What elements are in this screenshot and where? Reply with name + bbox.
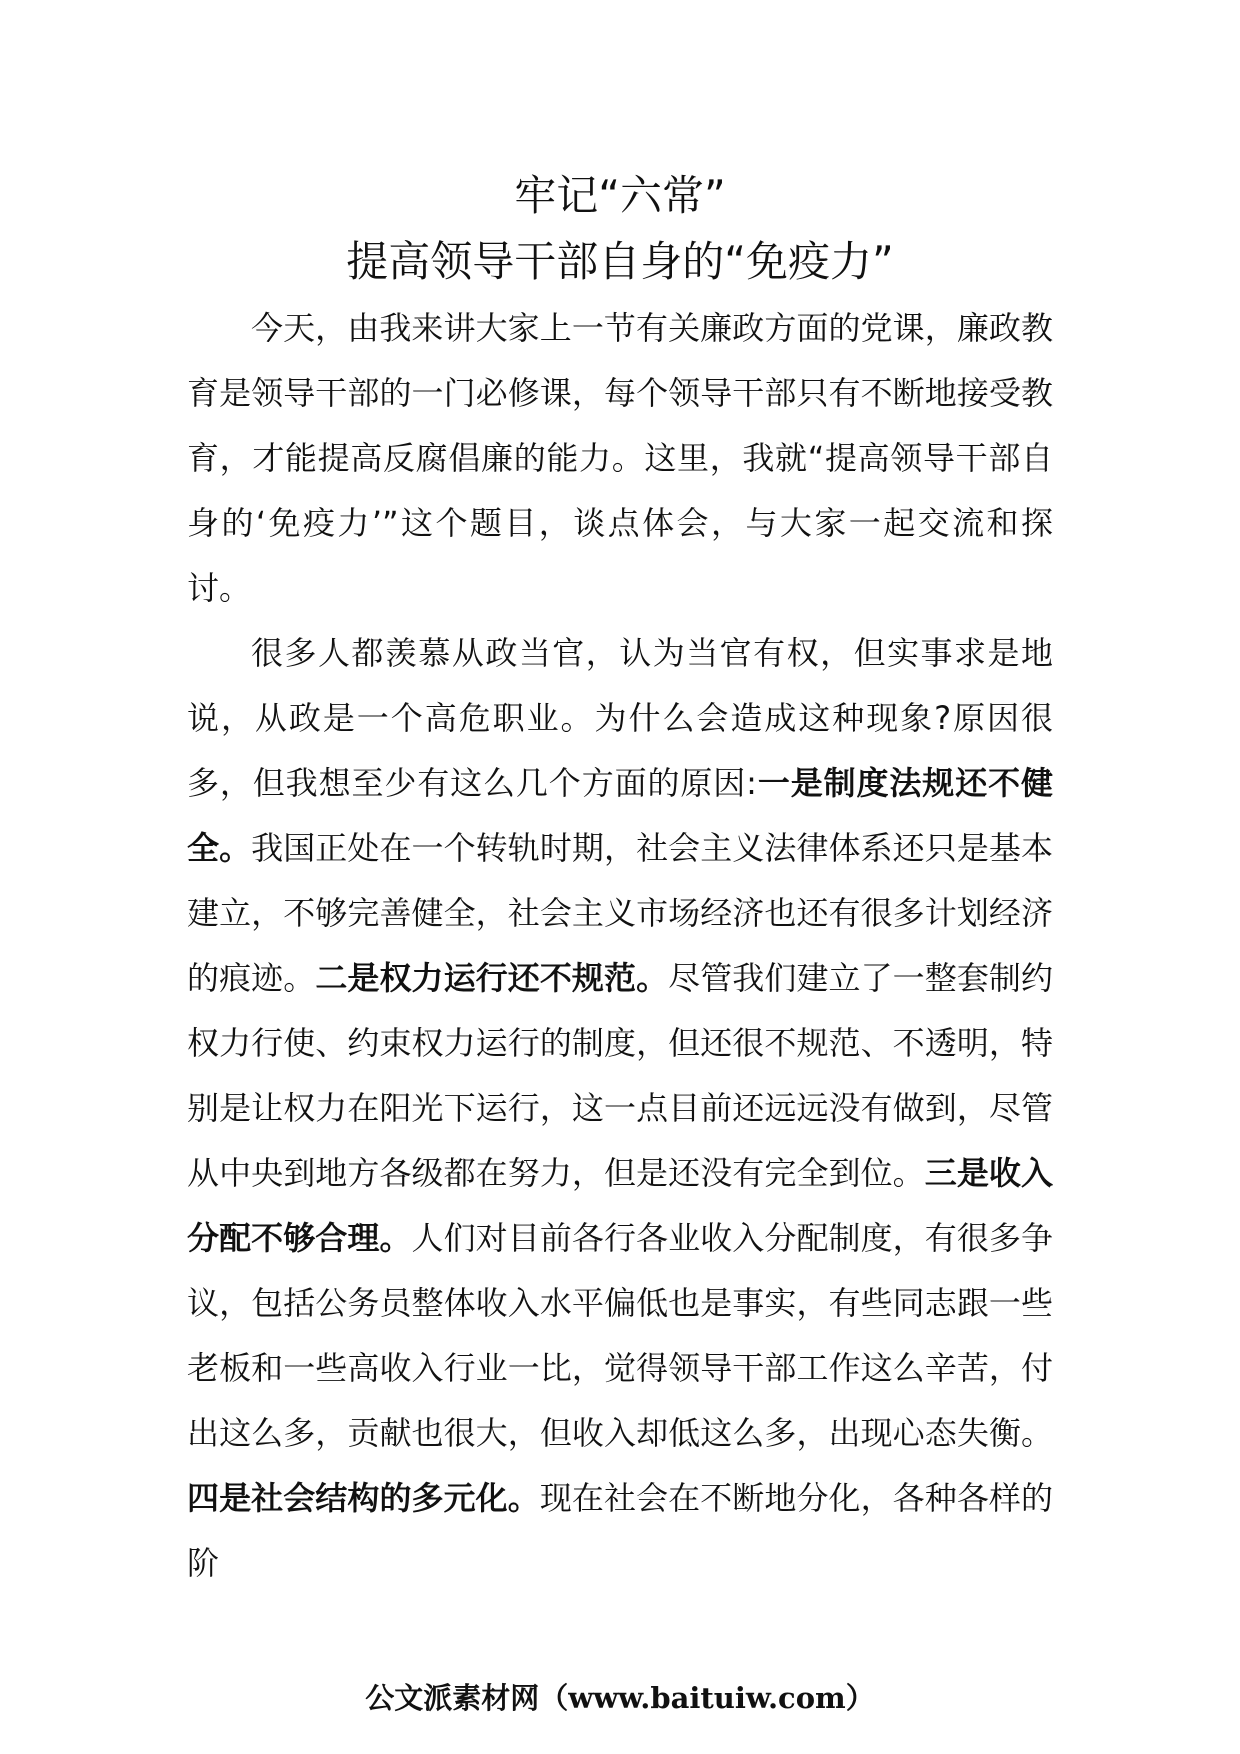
bold-point-4: 四是社会结构的多元化。 bbox=[187, 1479, 540, 1517]
paragraph-text: 很多人都羡慕从政当官，认为当官有权，但实事求是地说，从政是一个高危职业。为什么会造成这种现象?原因很多，但我想至少有这么几个方面的原因: bbox=[187, 634, 1053, 802]
title-line-2: 提高领导干部自身的“免疫力” bbox=[346, 237, 894, 286]
bold-point-3: 三是收入分配不够合理。 bbox=[187, 1154, 1053, 1257]
paragraph-text: 我国正处在一个转轨时期，社会主义法律体系还只是基本建立，不够完善健全，社会主义市场经济也还有很多计划经济的痕迹。 bbox=[187, 829, 1053, 997]
paragraph-intro: 今天，由我来讲大家上一节有关廉政方面的党课，廉政教育是领导干部的一门必修课，每个领导干部只有不断地接受教育，才能提高反腐倡廉的能力。这里，我就“提高领导干部自身的‘免疫力’”这个题目，谈点体会，与大家一起交流和探讨。 bbox=[187, 309, 1053, 607]
paragraph-text: 现在社会在不断地分化，各种各样的阶 bbox=[187, 1479, 1053, 1582]
paragraph-text: 尽管我们建立了一整套制约权力行使、约束权力运行的制度，但还很不规范、不透明，特别是让权力在阳光下运行，这一点目前还远远没有做到，尽管从中央到地方各级都在努力，但是还没有完全到位。 bbox=[187, 959, 1053, 1192]
title-line-1: 牢记“六常” bbox=[514, 171, 726, 220]
paragraph-text: 人们对目前各行各业收入分配制度，有很多争议，包括公务员整体收入水平偏低也是事实，有些同志跟一些老板和一些高收入行业一比，觉得领导干部工作这么辛苦，付出这么多，贡献也很大，但收入却低这么多，出现心态失衡。 bbox=[187, 1219, 1053, 1452]
bold-point-1: 一是制度法规还不健全。 bbox=[187, 764, 1053, 867]
footer-watermark: 公文派素材网（www.baituiw.com） bbox=[365, 1681, 875, 1715]
document-body bbox=[187, 296, 1053, 1596]
bold-point-2: 二是权力运行还不规范。 bbox=[315, 959, 669, 997]
paragraph-causes bbox=[187, 621, 1053, 1596]
